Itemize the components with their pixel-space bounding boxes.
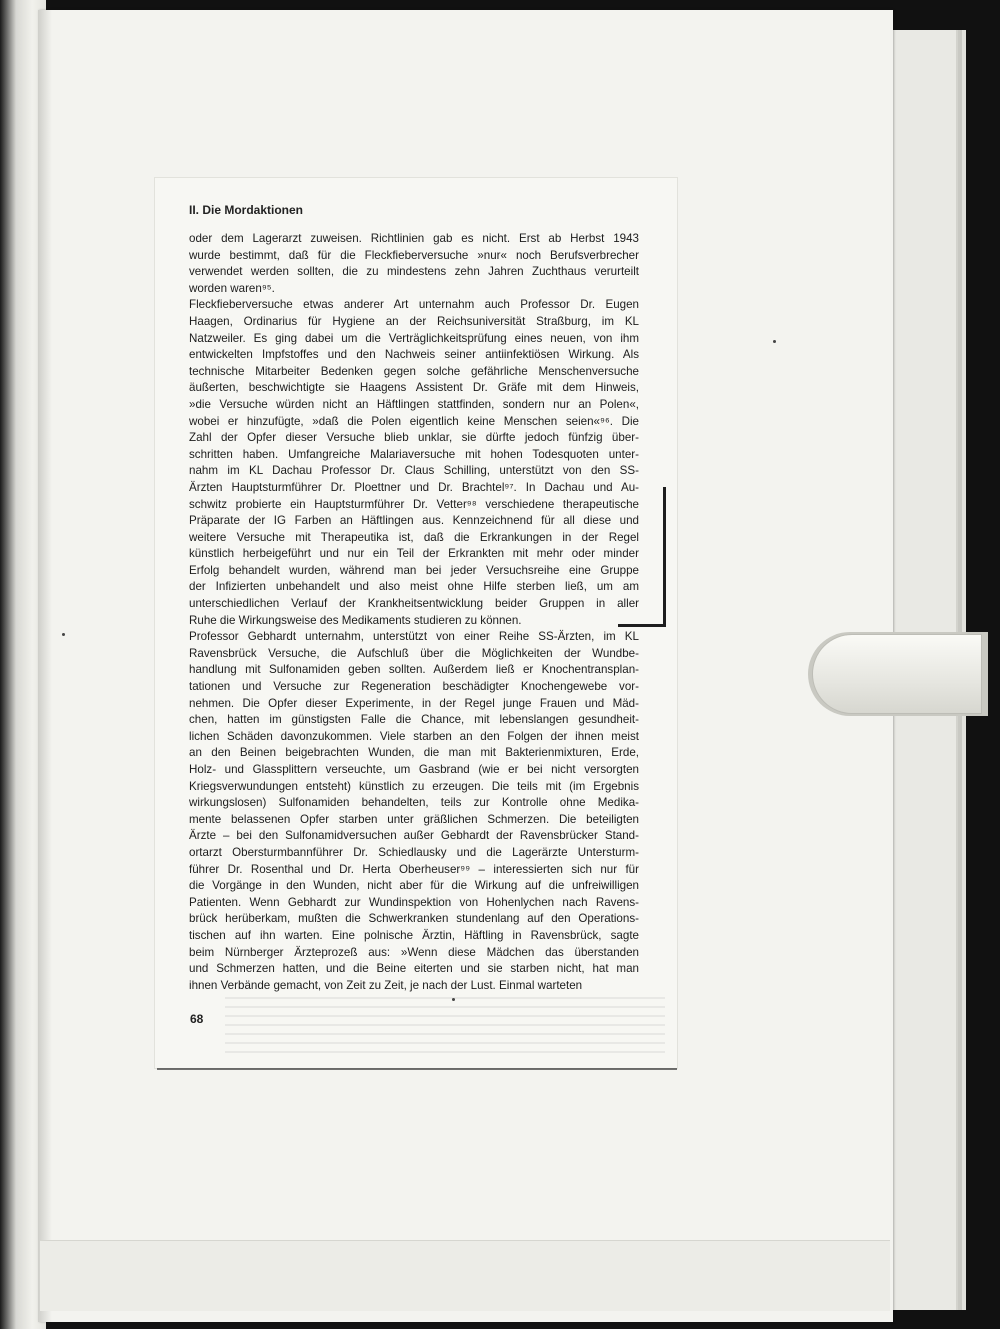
text-line: Haagen, Ordinarius für Hygiene an der Reichsuniversität Straßburg, im KL — [189, 314, 639, 328]
margin-dot — [62, 633, 65, 636]
sheet-bottom-edge — [157, 1068, 677, 1070]
text-line: »die Versuche würden nicht an Häftlingen stattfinden, sondern nur an Polen«, — [189, 397, 639, 411]
text-line: Ravensbrück Versuche, die Aufschluß über die Möglichkeiten der Wundbe- — [189, 646, 639, 660]
text-line: Kriegsverwundungen entsteht) künstlich zu erzeugen. Die teils mit (im Ergebnis — [189, 779, 639, 793]
text-line: nahm im KL Dachau Professor Dr. Claus Schilling, unterstützt von den SS- — [189, 464, 639, 478]
text-line: wirkungslosen) Sulfonamiden behandelten, teils zur Kontrolle ohne Medika- — [189, 796, 639, 810]
text-line: Ärzten Hauptsturmführer Dr. Ploettner und Dr. Brachtel⁹⁷. In Dachau und Au- — [189, 480, 639, 494]
text-line: nehmen. Die Opfer dieser Experimente, in der Regel junge Frauen und Mäd- — [189, 696, 639, 710]
text-line: oder dem Lagerarzt zuweisen. Richtlinien gab es nicht. Erst ab Herbst 1943 — [189, 232, 639, 245]
page-gutter-shadow — [38, 10, 52, 1322]
show-through-text — [225, 997, 665, 1057]
text-line: entwickelten Impfstoffes und den Nachweis seiner antiinfektiösen Wirkung. Als — [189, 348, 639, 362]
body-text — [189, 231, 639, 994]
margin-bracket-mark — [663, 487, 666, 625]
text-line: der Infizierten unbehandelt und also meist ohne Hilfe sterben ließ, um am — [189, 580, 639, 594]
text-line: Holz- und Glassplittern verseuchte, um Gasbrand (wie er bei nicht versorgten — [189, 763, 639, 776]
text-line: Professor Gebhardt unternahm, unterstützt von einer Reihe SS-Ärzten, im KL — [189, 630, 639, 644]
text-line: Ärzte – bei den Sulfonamidversuchen außer Gebhardt der Ravensbrücker Stand- — [189, 829, 639, 843]
text-line: wobei er hinzufügte, »daß die Polen eigentlich keine Menschen seien«⁹⁶. Die — [189, 414, 639, 428]
text-line: ortarzt Obersturmbannführer Dr. Schiedlausky und die Lagerärzte Untersturm- — [189, 845, 639, 859]
text-line: Natzweiler. Es ging dabei um die Verträglichkeitsprüfung eines neuen, von ihm — [189, 331, 639, 345]
text-line: Zahl der Opfer dieser Versuche blieb unklar, sie dürfte jedoch fünfzig über- — [189, 431, 639, 445]
text-line: schwitz probierte ein Hauptsturmführer Dr. Vetter⁹⁸ verschiedene therapeutische — [189, 497, 639, 511]
text-line: Fleckfieberversuche etwas anderer Art unternahm auch Professor Dr. Eugen — [189, 298, 639, 312]
text-line: verwendet werden sollten, die zu mindestens zehn Jahren Zuchthaus verurteilt — [189, 265, 639, 279]
text-line: handlung mit Sulfonamiden geben sollten. Außerdem ließ er Knochentransplan- — [189, 663, 639, 677]
text-line: weitere Versuche mit Therapeutika ist, daß die Erkrankungen in der Regel — [189, 530, 639, 544]
text-line: Präparate der IG Farben an Häftlingen aus. Kennzeichnend für all diese und — [189, 514, 639, 528]
text-line: tationen und Versuche zur Regeneration beschädigter Knochengewebe vor- — [189, 680, 639, 694]
margin-bracket-underline — [618, 624, 666, 627]
margin-dot — [452, 998, 455, 1001]
text-line: führer Dr. Rosenthal und Dr. Herta Oberheuser⁹⁹ – interessierten sich nur für — [189, 862, 639, 876]
text-line: und Schmerzen hatten, und die Beine eiterten und sie starben nicht, hat man — [189, 962, 639, 976]
text-line: Patienten. Wenn Gebhardt zur Wundinspektion von Hohenlychen nach Ravens- — [189, 895, 639, 909]
text-line: an den Beinen beigebrachten Wunden, die man mit Bakterienmixturen, Erde, — [189, 746, 639, 760]
page-bottom-fold — [40, 1240, 890, 1311]
text-line: worden waren⁹⁵. — [189, 281, 275, 295]
text-line: ihnen Verbände gemacht, von Zeit zu Zeit, je nach der Lust. Einmal warteten — [189, 978, 583, 992]
divider-tab[interactable] — [812, 634, 982, 714]
text-line: technische Mitarbeiter Bedenken gegen solche gefährliche Menschenversuche — [189, 364, 639, 378]
text-line: tischen auf ihn warten. Eine polnische Ärztin, Häftling in Ravensbrück, sagte — [189, 928, 639, 942]
text-line: Erfolg behandelt wurden, während man bei jeder Versuchsreihe eine Gruppe — [189, 563, 639, 577]
text-line: die Vorgänge in den Wunden, nicht aber für die Wirkung auf die unfreiwilligen — [189, 879, 639, 893]
text-line: künstlich herbeigeführt und nur ein Teil der Erkrankten mit mehr oder minder — [189, 547, 639, 561]
text-line: unterschiedlichen Verlauf der Krankheitsentwicklung beider Gruppen in aller — [189, 597, 639, 611]
text-line: Ruhe die Wirkungsweise des Medikaments studieren zu können. — [189, 613, 522, 627]
text-line: brück herüberkam, mußten die Schwerkranken stundenlang auf den Operations- — [189, 912, 639, 926]
text-line: schritten haben. Umfangreiche Malariaversuche mit hohen Todesquoten unter- — [189, 447, 639, 461]
text-line: lichen Schäden davonzukommen. Viele starben an den Folgen der ihnen meist — [189, 729, 639, 743]
section-title: II. Die Mordaktionen — [189, 203, 304, 217]
text-line: beim Nürnberger Ärzteprozeß aus: »Wenn diese Mädchen das überstanden — [189, 945, 639, 959]
page-number: 68 — [190, 1012, 204, 1026]
text-line: wurde bestimmt, daß für die Fleckfieberversuche »nur« noch Berufsverbrecher — [189, 248, 639, 262]
text-line: mente belassenen Opfer starben unter gräßlichen Schmerzen. Die beteiligten — [189, 812, 639, 826]
text-line: äußerten, beschwichtigte sie Haagens Assistent Dr. Gräfe mit dem Hinweis, — [189, 381, 639, 395]
text-line: chen, hatten im günstigsten Falle die Chance, mit lebenslangen gesundheit- — [189, 713, 639, 727]
margin-dot — [773, 340, 776, 343]
